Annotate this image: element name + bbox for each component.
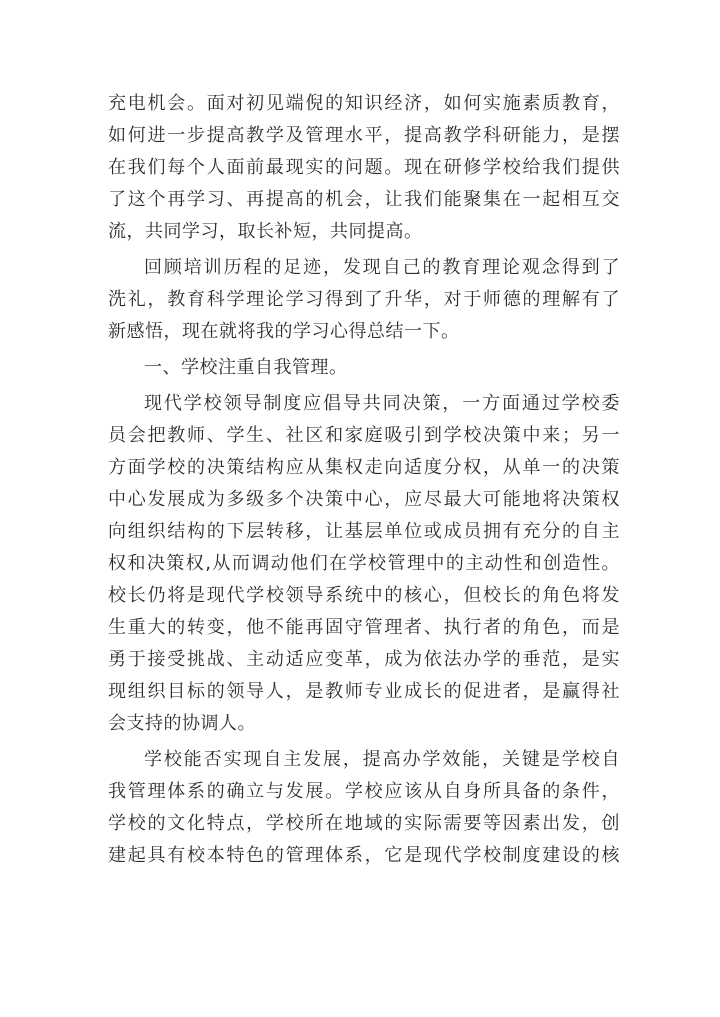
text-line: 我管理体系的确立与发展。学校应该从自身所具备的条件， — [108, 781, 620, 802]
text-line: 了这个再学习、再提高的机会，让我们能聚集在一起相互交 — [108, 189, 620, 210]
text-line: 生重大的转变，他不能再固守管理者、执行者的角色，而是 — [108, 617, 620, 638]
paragraph-first-line: 回顾培训历程的足迹，发现自己的教育理论观念得到了 — [144, 257, 620, 278]
text-line: 方面学校的决策结构应从集权走向适度分权，从单一的决策 — [108, 457, 620, 478]
paragraph-first-line: 现代学校领导制度应倡导共同决策，一方面通过学校委 — [144, 393, 620, 414]
text-line: 新感悟，现在就将我的学习心得总结一下。 — [108, 321, 460, 342]
paragraph-first-line: 学校能否实现自主发展，提高办学效能，关键是学校自 — [144, 749, 620, 770]
text-line: 如何进一步提高教学及管理水平，提高教学科研能力，是摆 — [108, 125, 620, 146]
text-line: 校长仍将是现代学校领导系统中的核心，但校长的角色将发 — [108, 585, 620, 606]
section-heading: 一、学校注重自我管理。 — [144, 357, 348, 378]
text-line: 员会把教师、学生、社区和家庭吸引到学校决策中来；另一 — [108, 425, 620, 446]
text-line: 洗礼，教育科学理论学习得到了升华，对于师德的理解有了 — [108, 289, 620, 310]
text-line: 勇于接受挑战、主动适应变革，成为依法办学的垂范，是实 — [108, 649, 620, 670]
text-line: 权和决策权,从而调动他们在学校管理中的主动性和创造性。 — [108, 553, 620, 574]
text-line: 向组织结构的下层转移，让基层单位或成员拥有充分的自主 — [108, 521, 620, 542]
text-line: 学校的文化特点，学校所在地域的实际需要等因素出发，创 — [108, 813, 620, 834]
text-line: 中心发展成为多级多个决策中心，应尽最大可能地将决策权 — [108, 489, 620, 510]
text-line: 会支持的协调人。 — [108, 713, 256, 734]
text-line: 建起具有校本特色的管理体系，它是现代学校制度建设的核 — [108, 845, 620, 866]
text-line: 在我们每个人面前最现实的问题。现在研修学校给我们提供 — [108, 157, 620, 178]
text-line: 充电机会。面对初见端倪的知识经济，如何实施素质教育， — [108, 93, 620, 114]
text-line: 流，共同学习，取长补短，共同提高。 — [108, 221, 423, 242]
text-line: 现组织目标的领导人，是教师专业成长的促进者，是赢得社 — [108, 681, 620, 702]
